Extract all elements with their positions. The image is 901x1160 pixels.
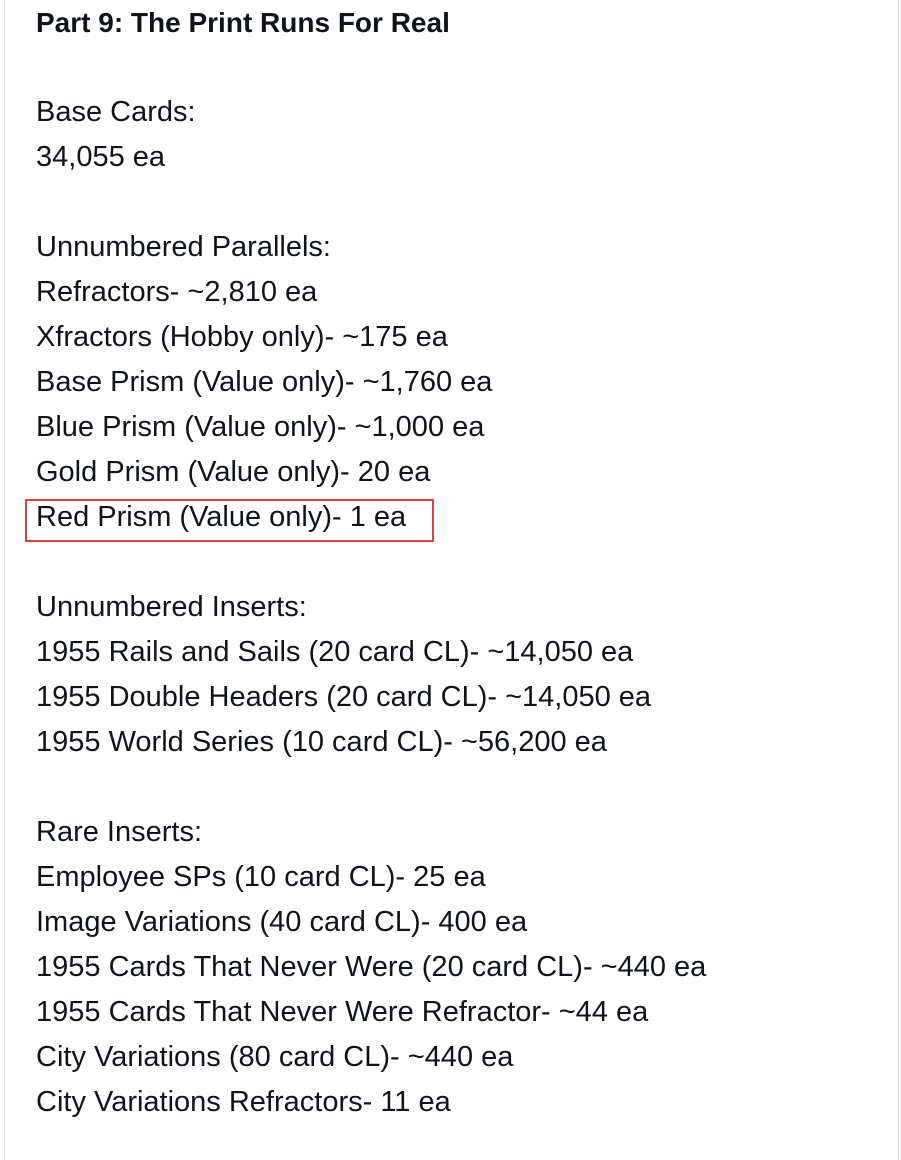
section-unnumbered-parallels: [36, 225, 886, 540]
print-run-line: City Variations (80 card CL)- ~440 ea: [36, 1041, 514, 1073]
print-run-line: Base Prism (Value only)- ~1,760 ea: [36, 366, 493, 398]
print-run-line: Refractors- ~2,810 ea: [36, 276, 318, 308]
print-run-line: Employee SPs (10 card CL)- 25 ea: [36, 861, 486, 893]
print-run-line: 1955 Cards That Never Were Refractor- ~44 ea: [36, 996, 649, 1028]
print-run-line: Image Variations (40 card CL)- 400 ea: [36, 906, 528, 938]
print-run-line: 1955 Rails and Sails (20 card CL)- ~14,050 ea: [36, 636, 634, 668]
print-run-line-highlighted: [36, 495, 886, 540]
section-base-cards: [36, 90, 886, 180]
highlighted-line-text: Red Prism (Value only)- 1 ea: [36, 501, 407, 533]
print-run-line: 1955 World Series (10 card CL)- ~56,200 ea: [36, 726, 607, 758]
print-run-line: Gold Prism (Value only)- 20 ea: [36, 456, 431, 488]
section-heading: Unnumbered Inserts:: [36, 591, 307, 623]
highlighted-line: [36, 495, 406, 540]
section-heading: Rare Inserts:: [36, 816, 202, 848]
print-run-line: Blue Prism (Value only)- ~1,000 ea: [36, 411, 485, 443]
section-heading: Unnumbered Parallels:: [36, 231, 331, 263]
print-run-line: 1955 Double Headers (20 card CL)- ~14,050 ea: [36, 681, 652, 713]
print-run-line: 1955 Cards That Never Were (20 card CL)- ~440 ea: [36, 951, 707, 983]
left-border: [4, 0, 5, 1160]
post-title: Part 9: The Print Runs For Real: [36, 7, 450, 38]
print-run-line: City Variations Refractors- 11 ea: [36, 1086, 451, 1118]
post-body: [36, 0, 886, 1125]
section-rare-inserts: [36, 810, 886, 1125]
print-run-line: Xfractors (Hobby only)- ~175 ea: [36, 321, 448, 353]
print-run-line: 34,055 ea: [36, 141, 166, 173]
section-heading: Base Cards:: [36, 96, 196, 128]
section-unnumbered-inserts: [36, 585, 886, 765]
right-border: [898, 0, 899, 1160]
